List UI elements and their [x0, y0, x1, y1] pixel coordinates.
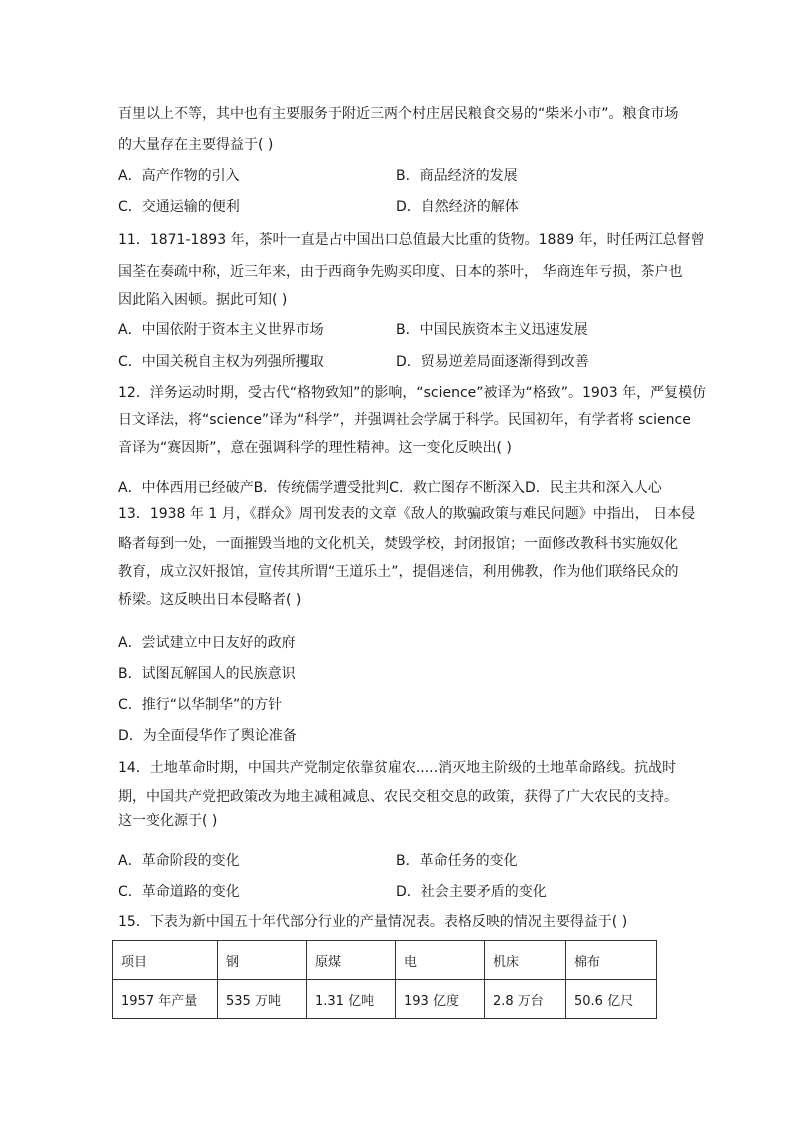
table-cell: 2.8 万台 [485, 980, 566, 1019]
q12-stem-line-1: 12．洋务运动时期，受古代“格物致知”的影响，“science”被译为“格致”。1903 年，严复模仿 [118, 385, 707, 401]
q11-option-a[interactable]: A．中国依附于资本主义世界市场 [118, 322, 324, 338]
q13-stem-line-3: 教育，成立汉奸报馆，宣传其所谓“王道乐土”，提倡迷信，利用佛教，作为他们联络民众的 [118, 564, 679, 580]
q13-option-b[interactable]: B．试图瓦解国人的民族意识 [118, 666, 296, 682]
q14-option-c[interactable]: C．革命道路的变化 [118, 884, 240, 900]
table-row [113, 980, 657, 1019]
table-header-cell: 钢 [218, 941, 307, 980]
q14-stem-line-1: 14．土地革命时期，中国共产党制定依靠贫雇农.....消灭地主阶级的土地革命路线。抗战时 [118, 760, 677, 776]
q14-option-a[interactable]: A．革命阶段的变化 [118, 853, 240, 869]
q11-stem-line-1: 11．1871-1893 年，茶叶一直是占中国出口总值最大比重的货物。1889 年，时任两江总督曾 [118, 232, 705, 248]
q11-stem-line-2: 国荃在奏疏中称，近三年来，由于西商争先购买印度、日本的茶叶， 华商连年亏损，茶户也 [118, 264, 683, 280]
table-header-cell: 电 [396, 941, 485, 980]
q12-stem-line-2: 日文译法，将“science”译为“科学”，并强调社会学属于科学。民国初年，有学者将 science [118, 412, 691, 428]
table-cell: 193 亿度 [396, 980, 485, 1019]
q11-stem-line-3: 因此陷入困顿。据此可知( ) [118, 292, 288, 308]
table-header-row [113, 941, 657, 980]
q10-option-c[interactable]: C．交通运输的便利 [118, 199, 240, 215]
table-header-cell: 项目 [113, 941, 218, 980]
q13-stem-line-2: 略者每到一处，一面摧毁当地的文化机关，焚毁学校，封闭报馆；一面修改教科书实施奴化 [118, 536, 678, 552]
q14-option-d[interactable]: D．社会主要矛盾的变化 [396, 884, 547, 900]
q10-option-b[interactable]: B．商品经济的发展 [396, 168, 518, 184]
table-header-cell: 机床 [485, 941, 566, 980]
q11-option-b[interactable]: B．中国民族资本主义迅速发展 [396, 322, 588, 338]
table-header-cell: 原煤 [307, 941, 396, 980]
q13-option-c[interactable]: C．推行“以华制华”的方针 [118, 697, 283, 713]
table-header-cell: 棉布 [566, 941, 657, 980]
q11-option-d[interactable]: D．贸易逆差局面逐渐得到改善 [396, 354, 589, 370]
q15-stem: 15．下表为新中国五十年代部分行业的产量情况表。表格反映的情况主要得益于( ) [118, 914, 628, 930]
q13-stem-line-4: 桥梁。这反映出日本侵略者( ) [118, 592, 302, 608]
q13-option-d[interactable]: D．为全面侵华作了舆论准备 [118, 728, 297, 744]
q13-stem-line-1: 13．1938 年 1 月，《群众》周刊发表的文章《敌人的欺骗政策与难民问题》中指出， 日本侵 [118, 506, 696, 522]
q10-option-a[interactable]: A．高产作物的引入 [118, 168, 240, 184]
q13-option-a[interactable]: A．尝试建立中日友好的政府 [118, 635, 296, 651]
table-cell: 1957 年产量 [113, 980, 218, 1019]
production-table [112, 940, 657, 1019]
q12-options[interactable]: A．中体西用已经破产B．传统儒学遭受批判C．救亡图存不断深入D．民主共和深入人心 [118, 480, 662, 496]
q10-stem-line-2: 的大量存在主要得益于( ) [118, 137, 274, 153]
q11-option-c[interactable]: C．中国关税自主权为列强所攫取 [118, 354, 324, 370]
q14-stem-line-2: 期，中国共产党把政策改为地主减租减息、农民交租交息的政策，获得了广大农民的支持。 [118, 789, 678, 805]
q14-stem-line-3: 这一变化源于( ) [118, 813, 218, 829]
q10-stem-line-1: 百里以上不等，其中也有主要服务于附近三两个村庄居民粮食交易的“柴米小市”。粮食市场 [118, 106, 679, 122]
table-cell: 535 万吨 [218, 980, 307, 1019]
q12-stem-line-3: 音译为“赛因斯”，意在强调科学的理性精神。这一变化反映出( ) [118, 440, 512, 456]
q10-option-d[interactable]: D．自然经济的解体 [396, 199, 519, 215]
table-cell: 1.31 亿吨 [307, 980, 396, 1019]
table-cell: 50.6 亿尺 [566, 980, 657, 1019]
q14-option-b[interactable]: B．革命任务的变化 [396, 853, 518, 869]
